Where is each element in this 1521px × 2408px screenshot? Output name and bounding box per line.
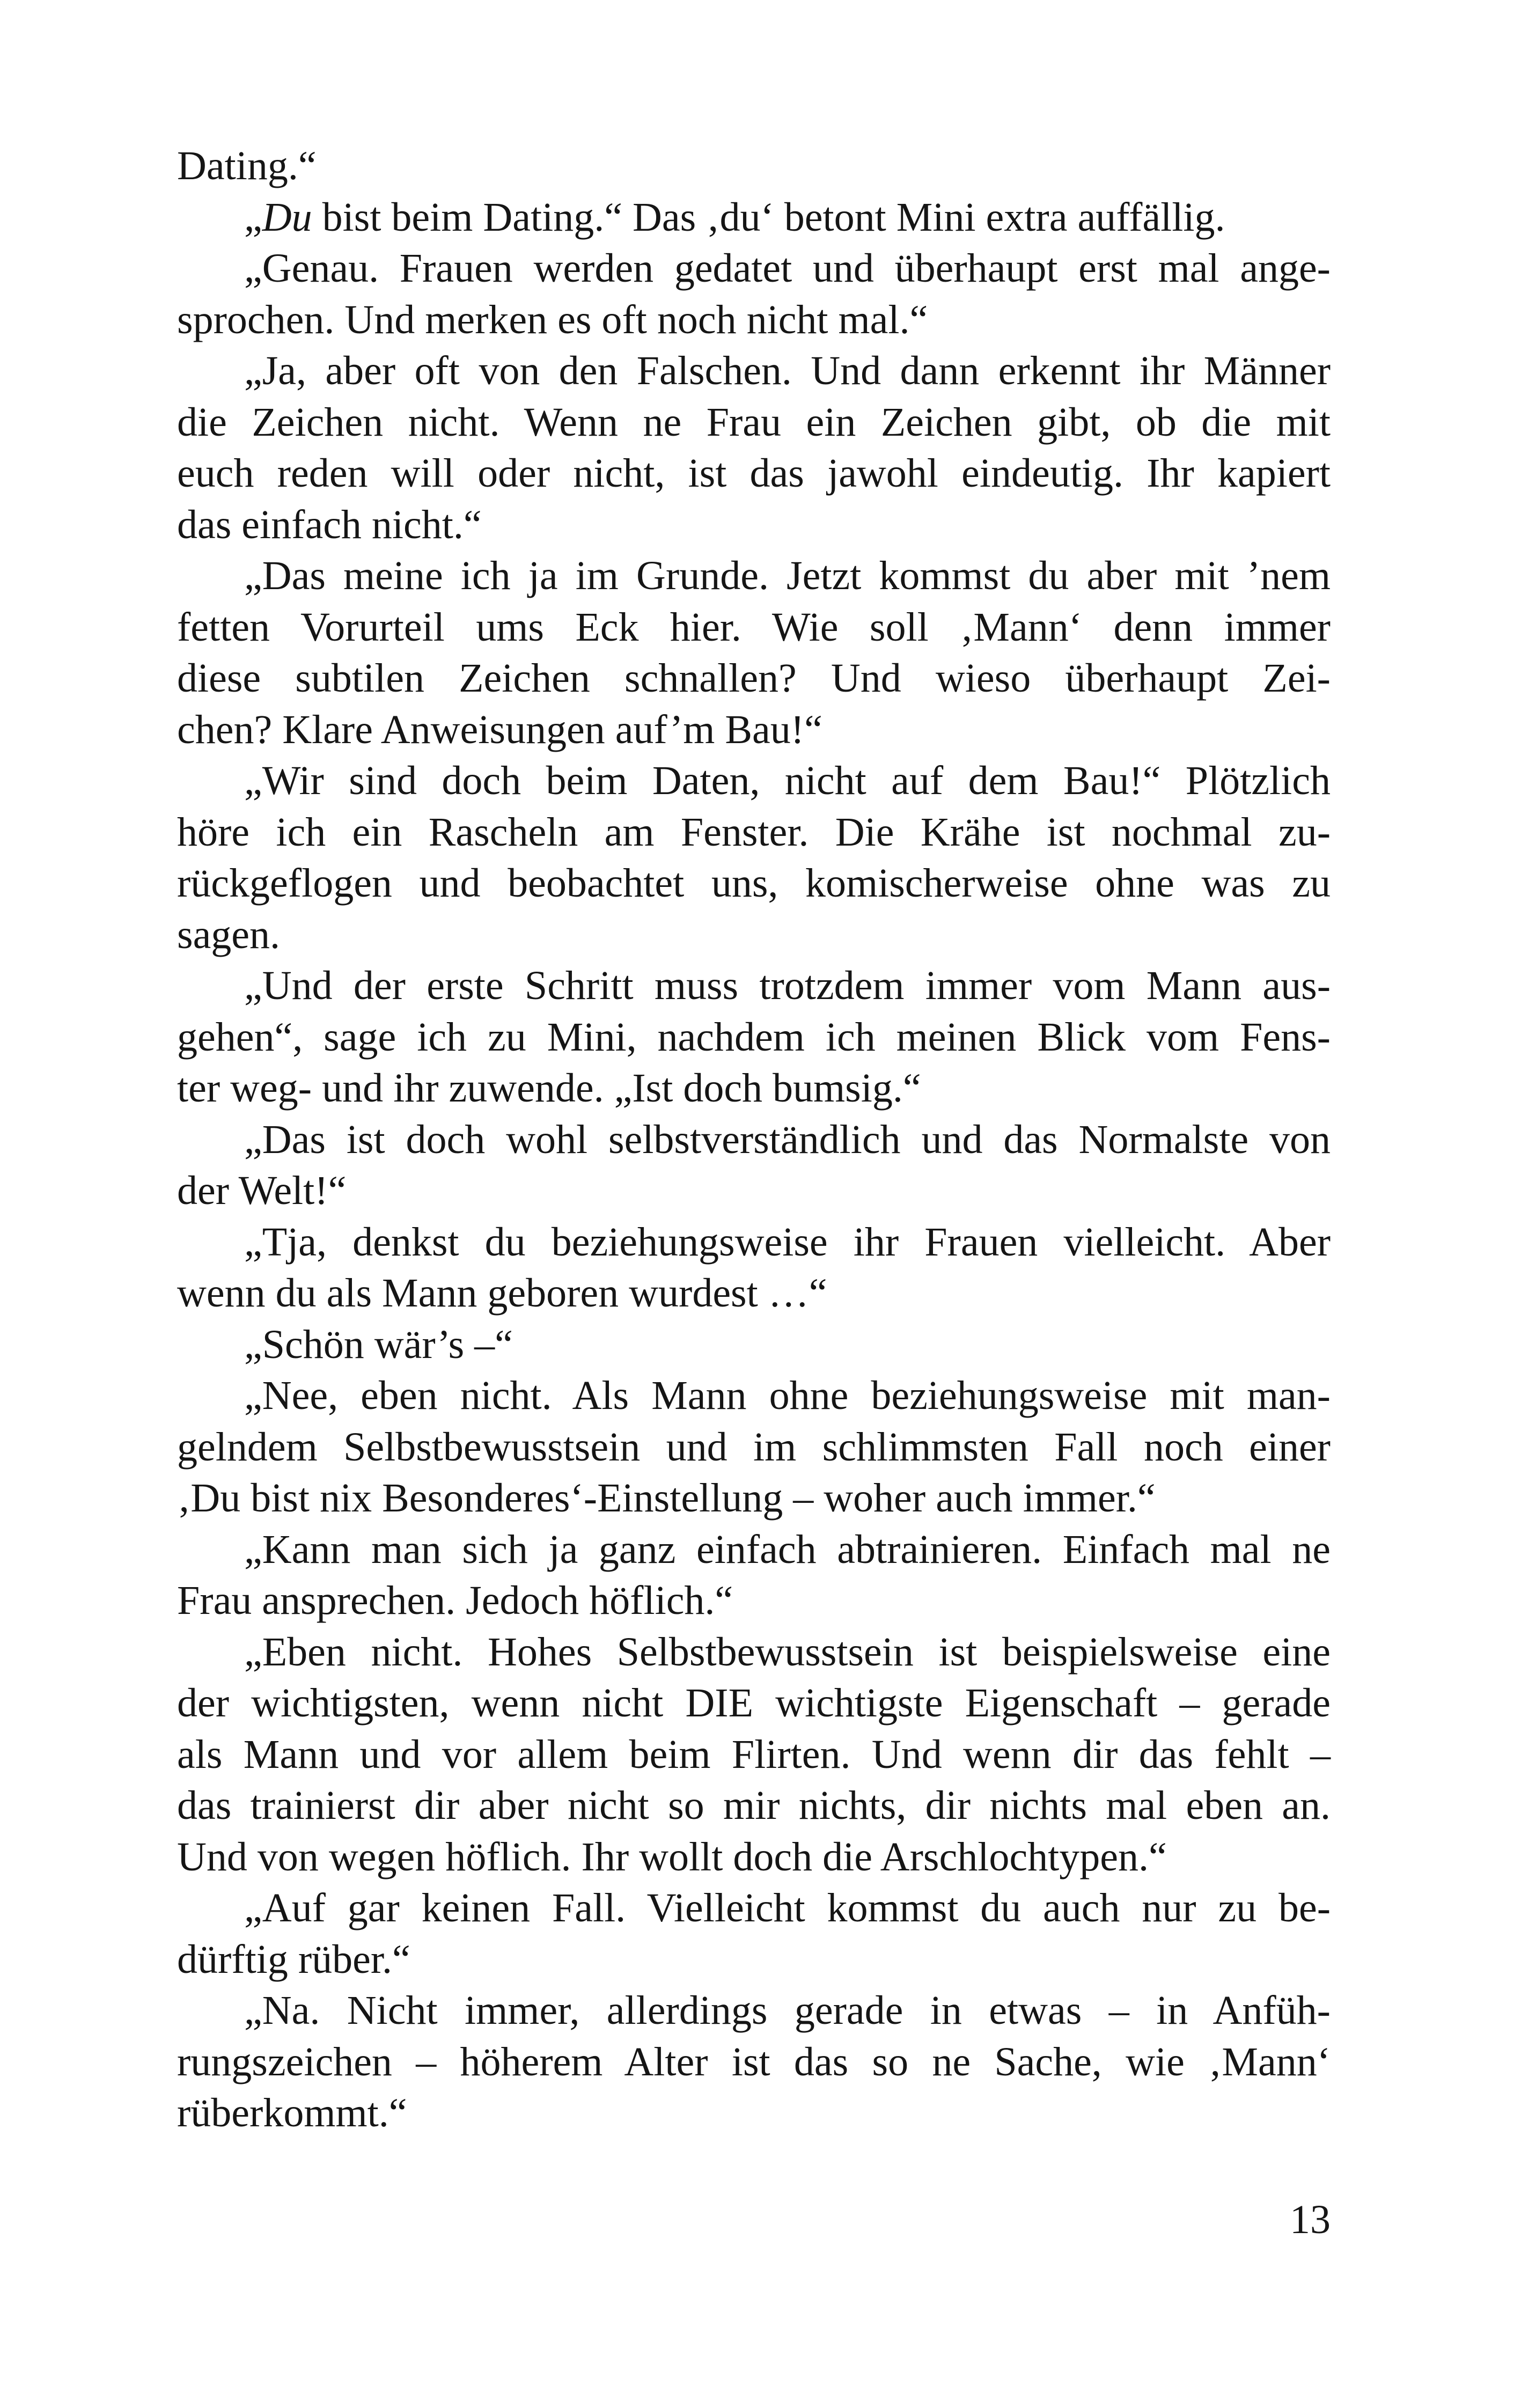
text-line xyxy=(177,1524,1331,1576)
text-line xyxy=(177,602,1331,654)
text-line xyxy=(177,1985,1331,2037)
text-fragment: rüberkommt.“ xyxy=(177,2090,407,2135)
text-fragment: gelndem Selbstbewusstsein und im schlimmsten Fall noch einer xyxy=(177,1424,1331,1470)
text-fragment: euch reden will oder nicht, ist das jawohl eindeutig. Ihr kapiert xyxy=(177,451,1331,496)
text-fragment: „Tja, denkst du beziehungsweise ihr Frauen vielleicht. Aber xyxy=(244,1219,1331,1265)
text-line xyxy=(177,2037,1331,2088)
text-line xyxy=(177,909,1331,961)
text-line xyxy=(177,346,1331,397)
text-fragment: „Und der erste Schritt muss trotzdem immer vom Mann aus- xyxy=(244,963,1331,1008)
text-line xyxy=(177,500,1331,551)
text-line xyxy=(177,1370,1331,1422)
text-fragment: fetten Vorurteil ums Eck hier. Wie soll ‚Mann‘ denn immer xyxy=(177,604,1331,650)
text-line xyxy=(177,960,1331,1012)
text-line xyxy=(177,1012,1331,1063)
text-line xyxy=(177,141,1331,192)
text-fragment: der Welt!“ xyxy=(177,1168,347,1213)
text-line xyxy=(177,1114,1331,1166)
text-line xyxy=(177,1678,1331,1729)
text-line xyxy=(177,192,1331,244)
text-line xyxy=(177,1883,1331,1934)
text-line xyxy=(177,807,1331,858)
text-fragment: „Wir sind doch beim Daten, nicht auf dem Bau!“ Plötzlich xyxy=(244,758,1331,803)
text-line xyxy=(177,1473,1331,1524)
text-fragment: die Zeichen nicht. Wenn ne Frau ein Zeichen gibt, ob die mit xyxy=(177,399,1331,445)
text-fragment: als Mann und vor allem beim Flirten. Und wenn dir das fehlt – xyxy=(177,1731,1331,1777)
text-line xyxy=(177,243,1331,295)
text-fragment: das einfach nicht.“ xyxy=(177,502,482,547)
text-fragment: der wichtigsten, wenn nicht DIE wichtigste Eigenschaft – gerade xyxy=(177,1680,1331,1726)
text-line xyxy=(177,550,1331,602)
text-line xyxy=(177,858,1331,909)
text-line xyxy=(177,1729,1331,1781)
text-fragment: sagen. xyxy=(177,912,281,957)
text-fragment: „Ja, aber oft von den Falschen. Und dann erkennt ihr Männer xyxy=(244,348,1331,393)
text-line xyxy=(177,1268,1331,1319)
body-text xyxy=(177,141,1331,2139)
text-line xyxy=(177,1575,1331,1627)
text-fragment: rungszeichen – höherem Alter ist das so ne Sache, wie ‚Mann‘ xyxy=(177,2039,1331,2084)
text-line xyxy=(177,1780,1331,1832)
text-fragment: wenn du als Mann geboren wurdest …“ xyxy=(177,1271,827,1316)
text-line xyxy=(177,2088,1331,2139)
text-fragment: bist beim Dating.“ Das ‚du‘ betont Mini extra auffällig. xyxy=(312,194,1225,240)
text-fragment: „Das meine ich ja im Grunde. Jetzt kommst du aber mit ’nem xyxy=(244,553,1331,598)
text-fragment: rückgeflogen und beobachtet uns, komischerweise ohne was zu xyxy=(177,861,1331,906)
text-line xyxy=(177,1217,1331,1268)
text-line xyxy=(177,653,1331,704)
text-line xyxy=(177,397,1331,449)
text-fragment: ter weg- und ihr zuwende. „Ist doch bumsig.“ xyxy=(177,1066,921,1111)
text-fragment: „Schön wär’s –“ xyxy=(244,1322,513,1367)
text-fragment: „ xyxy=(244,194,262,240)
text-fragment: gehen“, sage ich zu Mini, nachdem ich meinen Blick vom Fens- xyxy=(177,1014,1331,1060)
text-fragment: höre ich ein Rascheln am Fenster. Die Krähe ist nochmal zu- xyxy=(177,809,1331,855)
text-line xyxy=(177,704,1331,756)
text-line xyxy=(177,448,1331,500)
text-fragment: „Kann man sich ja ganz einfach abtrainieren. Einfach mal ne xyxy=(244,1526,1331,1572)
text-line xyxy=(177,295,1331,346)
text-line xyxy=(177,1165,1331,1217)
text-fragment: „Eben nicht. Hohes Selbstbewusstsein ist beispielsweise eine xyxy=(244,1629,1331,1675)
text-fragment: Dating.“ xyxy=(177,143,317,188)
text-fragment: „Auf gar keinen Fall. Vielleicht kommst du auch nur zu be- xyxy=(244,1885,1331,1930)
text-line xyxy=(177,1319,1331,1371)
page-number: 13 xyxy=(1290,2197,1331,2242)
text-fragment: das trainierst dir aber nicht so mir nichts, dir nichts mal eben an. xyxy=(177,1783,1331,1828)
text-line xyxy=(177,1063,1331,1114)
text-fragment: dürftig rüber.“ xyxy=(177,1936,410,1982)
text-fragment: sprochen. Und merken es oft noch nicht mal.“ xyxy=(177,297,928,342)
text-line xyxy=(177,1832,1331,1883)
text-fragment: Frau ansprechen. Jedoch höflich.“ xyxy=(177,1578,733,1623)
text-line xyxy=(177,755,1331,807)
text-fragment: chen? Klare Anweisungen auf’m Bau!“ xyxy=(177,707,822,752)
text-fragment: „Nee, eben nicht. Als Mann ohne beziehungsweise mit man- xyxy=(244,1373,1331,1418)
text-line xyxy=(177,1934,1331,1986)
text-line xyxy=(177,1422,1331,1473)
text-fragment: „Das ist doch wohl selbstverständlich und das Normalste von xyxy=(244,1117,1331,1162)
text-fragment: Und von wegen höflich. Ihr wollt doch die Arschlochtypen.“ xyxy=(177,1834,1167,1880)
text-fragment: ‚Du bist nix Besonderes‘-Einstellung – woher auch immer.“ xyxy=(177,1475,1156,1521)
emphasis-text: Du xyxy=(262,194,312,240)
text-fragment: „Na. Nicht immer, allerdings gerade in etwas – in Anfüh- xyxy=(244,1988,1331,2033)
text-fragment: diese subtilen Zeichen schnallen? Und wieso überhaupt Zei- xyxy=(177,656,1331,701)
text-line xyxy=(177,1627,1331,1678)
text-fragment: „Genau. Frauen werden gedatet und überhaupt erst mal ange- xyxy=(244,246,1331,291)
